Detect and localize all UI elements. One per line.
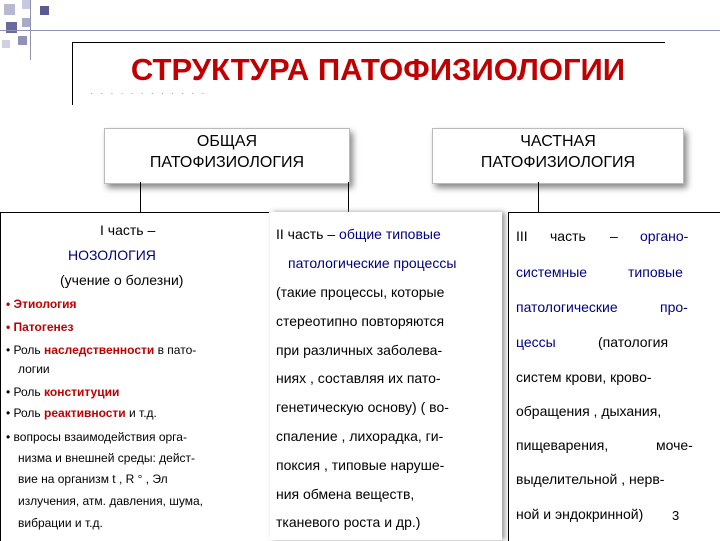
general-box-line2: ПАТОФИЗИОЛОГИЯ — [149, 154, 305, 171]
item-role-heredity-cont: логии — [18, 362, 50, 376]
item-interaction-4: излучения, атм. давления, шума, — [18, 494, 204, 508]
part1-subtitle: (учение о болезни) — [60, 272, 184, 288]
title-dots: · · · · · · · · · · · · — [90, 88, 207, 99]
part2-line-4: стереотипно повторяются — [276, 313, 445, 329]
part2-line-3: (такие процессы, которые — [276, 284, 445, 300]
reactivity-keyword: реактивности — [44, 406, 126, 420]
item-interaction-3: вие на организм t , R ° , Эл — [18, 472, 168, 486]
part2-line-5: при различных заболева- — [276, 342, 443, 358]
connector — [348, 182, 349, 212]
header-rule-vertical — [30, 0, 31, 60]
page-number: 3 — [672, 508, 680, 523]
part3-line-4b: (патология — [598, 334, 669, 350]
heredity-keyword: наследственности — [44, 343, 155, 357]
role-prefix: • Роль — [6, 406, 45, 420]
item-role-reactivity — [6, 406, 157, 420]
part2-line-2: патологические процессы — [288, 255, 457, 271]
part3-line-3b: про- — [660, 299, 688, 315]
part3-line-4a: цессы — [516, 334, 556, 350]
part3-line-6: обращения , дыхания, — [516, 403, 662, 419]
item-interaction-1: • вопросы взаимодействия орга- — [6, 430, 187, 444]
item-pathogenesis: • Патогенез — [6, 320, 74, 334]
item-role-constitution — [6, 385, 119, 399]
part2-line-8: спаление , лихорадка, ги- — [276, 428, 444, 444]
item-interaction-2: низма и внешней среды: дейст- — [18, 451, 196, 465]
part2-key: общие типовые — [339, 226, 441, 242]
item-role-heredity — [6, 343, 196, 357]
decor-square — [4, 4, 15, 15]
part2-line-1 — [276, 226, 441, 242]
item-interaction-5: вибрации и т.д. — [18, 516, 103, 530]
header-rule — [0, 30, 720, 31]
page-title: СТРУКТУРА ПАТОФИЗИОЛОГИИ — [130, 52, 626, 87]
part1-name: НОЗОЛОГИЯ — [68, 247, 156, 263]
decor-square — [18, 36, 27, 45]
part3-line-1a: III — [516, 228, 528, 244]
decor-square — [2, 40, 10, 48]
part3-line-2b: типовые — [628, 264, 683, 280]
special-pathophysiology-box — [432, 128, 684, 184]
part2-heading: II часть – — [276, 226, 340, 242]
part2-line-10: ния обмена веществ, — [276, 486, 415, 502]
part3-line-7a: пищеварения, — [516, 437, 609, 453]
role-prefix: • Роль — [6, 343, 45, 357]
part3-line-1b: часть — [550, 228, 586, 244]
role-prefix: • Роль — [6, 385, 45, 399]
part2-line-6: ниях , составляя их пато- — [276, 370, 441, 386]
role-suffix: в пато- — [154, 343, 197, 357]
special-box-line2: ПАТОФИЗИОЛОГИЯ — [480, 154, 636, 171]
general-pathophysiology-box — [104, 128, 350, 184]
decor-square — [40, 6, 49, 15]
part3-line-5: систем крови, крово- — [516, 369, 652, 385]
part3-line-2a: системные — [516, 264, 588, 280]
part3-line-1c: – — [610, 228, 618, 244]
special-box-line1: ЧАСТНАЯ — [520, 133, 596, 150]
decor-square — [6, 22, 17, 33]
connector — [140, 182, 141, 212]
part2-line-7: генетическую основу) ( во- — [276, 399, 449, 415]
part3-line-3a: патологические — [516, 299, 618, 315]
constitution-keyword: конституции — [44, 385, 120, 399]
part2-line-11: тканевого роста и др.) — [276, 514, 421, 530]
part3-line-8: выделительной , нерв- — [516, 471, 665, 487]
role-suffix: и т.д. — [125, 406, 157, 420]
part3-line-9: ной и эндокринной) — [516, 506, 644, 522]
connector — [538, 182, 539, 212]
general-box-line1: ОБЩАЯ — [196, 133, 258, 150]
part3-line-1d: органо- — [640, 228, 689, 244]
part1-heading: I часть – — [100, 222, 156, 238]
item-etiology: • Этиология — [6, 297, 77, 311]
part3-line-7b: моче- — [656, 437, 693, 453]
part2-line-9: поксия , типовые наруше- — [276, 457, 445, 473]
